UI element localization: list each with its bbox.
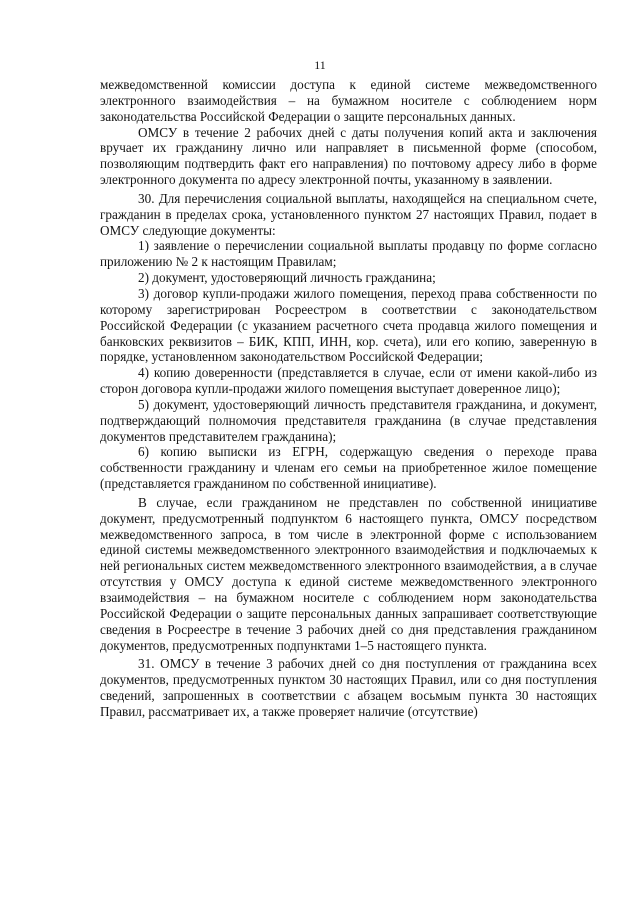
page-number: 11 — [314, 58, 326, 72]
document-body — [100, 77, 597, 720]
paragraph-item-30: 30. Для перечисления социальной выплаты, находящейся на специальном счете, гражданин в пределах срока, установленного пунктом 27 настоящих Правил, подает в ОМСУ следующие документы: — [100, 190, 597, 238]
paragraph-interagency-request: В случае, если гражданином не представлен по собственной инициативе документ, предусмотренный подпунктом 6 настоящего пункта, ОМСУ посредством межведомственного запроса, в том числе в электронной форме с использованием единой системы межведомственного электронного взаимодействия и подключаемых к ней региональных систем межведомственного электронного взаимодействия, а в случае отсутствия у ОМСУ доступа к единой системе межведомственного электронного взаимодействия – на бумажном носителе с соблюдением норм законодательства Российской Федерации о защите персональных данных запрашивает соответствующие сведения в Росреестре в течение 3 рабочих дней со дня представления гражданином документов, предусмотренных подпунктами 1–5 настоящего пункта. — [100, 494, 597, 653]
paragraph-continuation: межведомственной комиссии доступа к единой системе межведомственного электронного взаимодействия – на бумажном носителе с соблюдением норм законодательства Российской Федерации о защите персональных данных. — [100, 77, 597, 124]
list-item-2: 2) документ, удостоверяющий личность гражданина; — [138, 270, 436, 286]
paragraph-omsu-delivery: ОМСУ в течение 2 рабочих дней с даты получения копий акта и заключения вручает их гражданину лично или направляет в письменной форме (способом, позволяющим подтвердить факт его направления) по почтовому адресу либо в форме электронного документа по адресу электронной почты, указанному в заявлении. — [100, 124, 597, 188]
list-item-5: 5) документ, удостоверяющий личность представителя гражданина, и документ, подтверждающий полномочия представителя гражданина (в случае представления документов представителем гражданина); — [100, 396, 597, 444]
list-item-4: 4) копию доверенности (представляется в случае, если от имени какой-либо из сторон договора купли-продажи жилого помещения выступает доверенное лицо); — [100, 365, 597, 397]
list-item-3: 3) договор купли-продажи жилого помещения, переход права собственности по которому зарегистрирован Росреестром в соответствии с законодательством Российской Федерации (с указанием расчетного счета продавца жилого помещения и банковских реквизитов – БИК, КПП, ИНН, кор. счета), или его копию, заверенную в порядке, установленном законодательством Российской Федерации; — [100, 285, 597, 365]
paragraph-item-31: 31. ОМСУ в течение 3 рабочих дней со дня поступления от гражданина всех документов, предусмотренных пунктом 30 настоящих Правил, или со дня поступления сведений, запрошенных в соответствии с абзацем восьмым пункта 30 настоящих Правил, рассматривает их, а также проверяет наличие (отсутствие) — [100, 656, 597, 719]
list-item-1: 1) заявление о перечислении социальной выплаты продавцу по форме согласно приложению № 2 к настоящим Правилам; — [100, 238, 597, 270]
list-item-6: 6) копию выписки из ЕГРН, содержащую сведения о переходе права собственности гражданину и членам его семьи на приобретенное жилое помещение (представляется гражданином по собственной инициативе). — [100, 444, 597, 492]
